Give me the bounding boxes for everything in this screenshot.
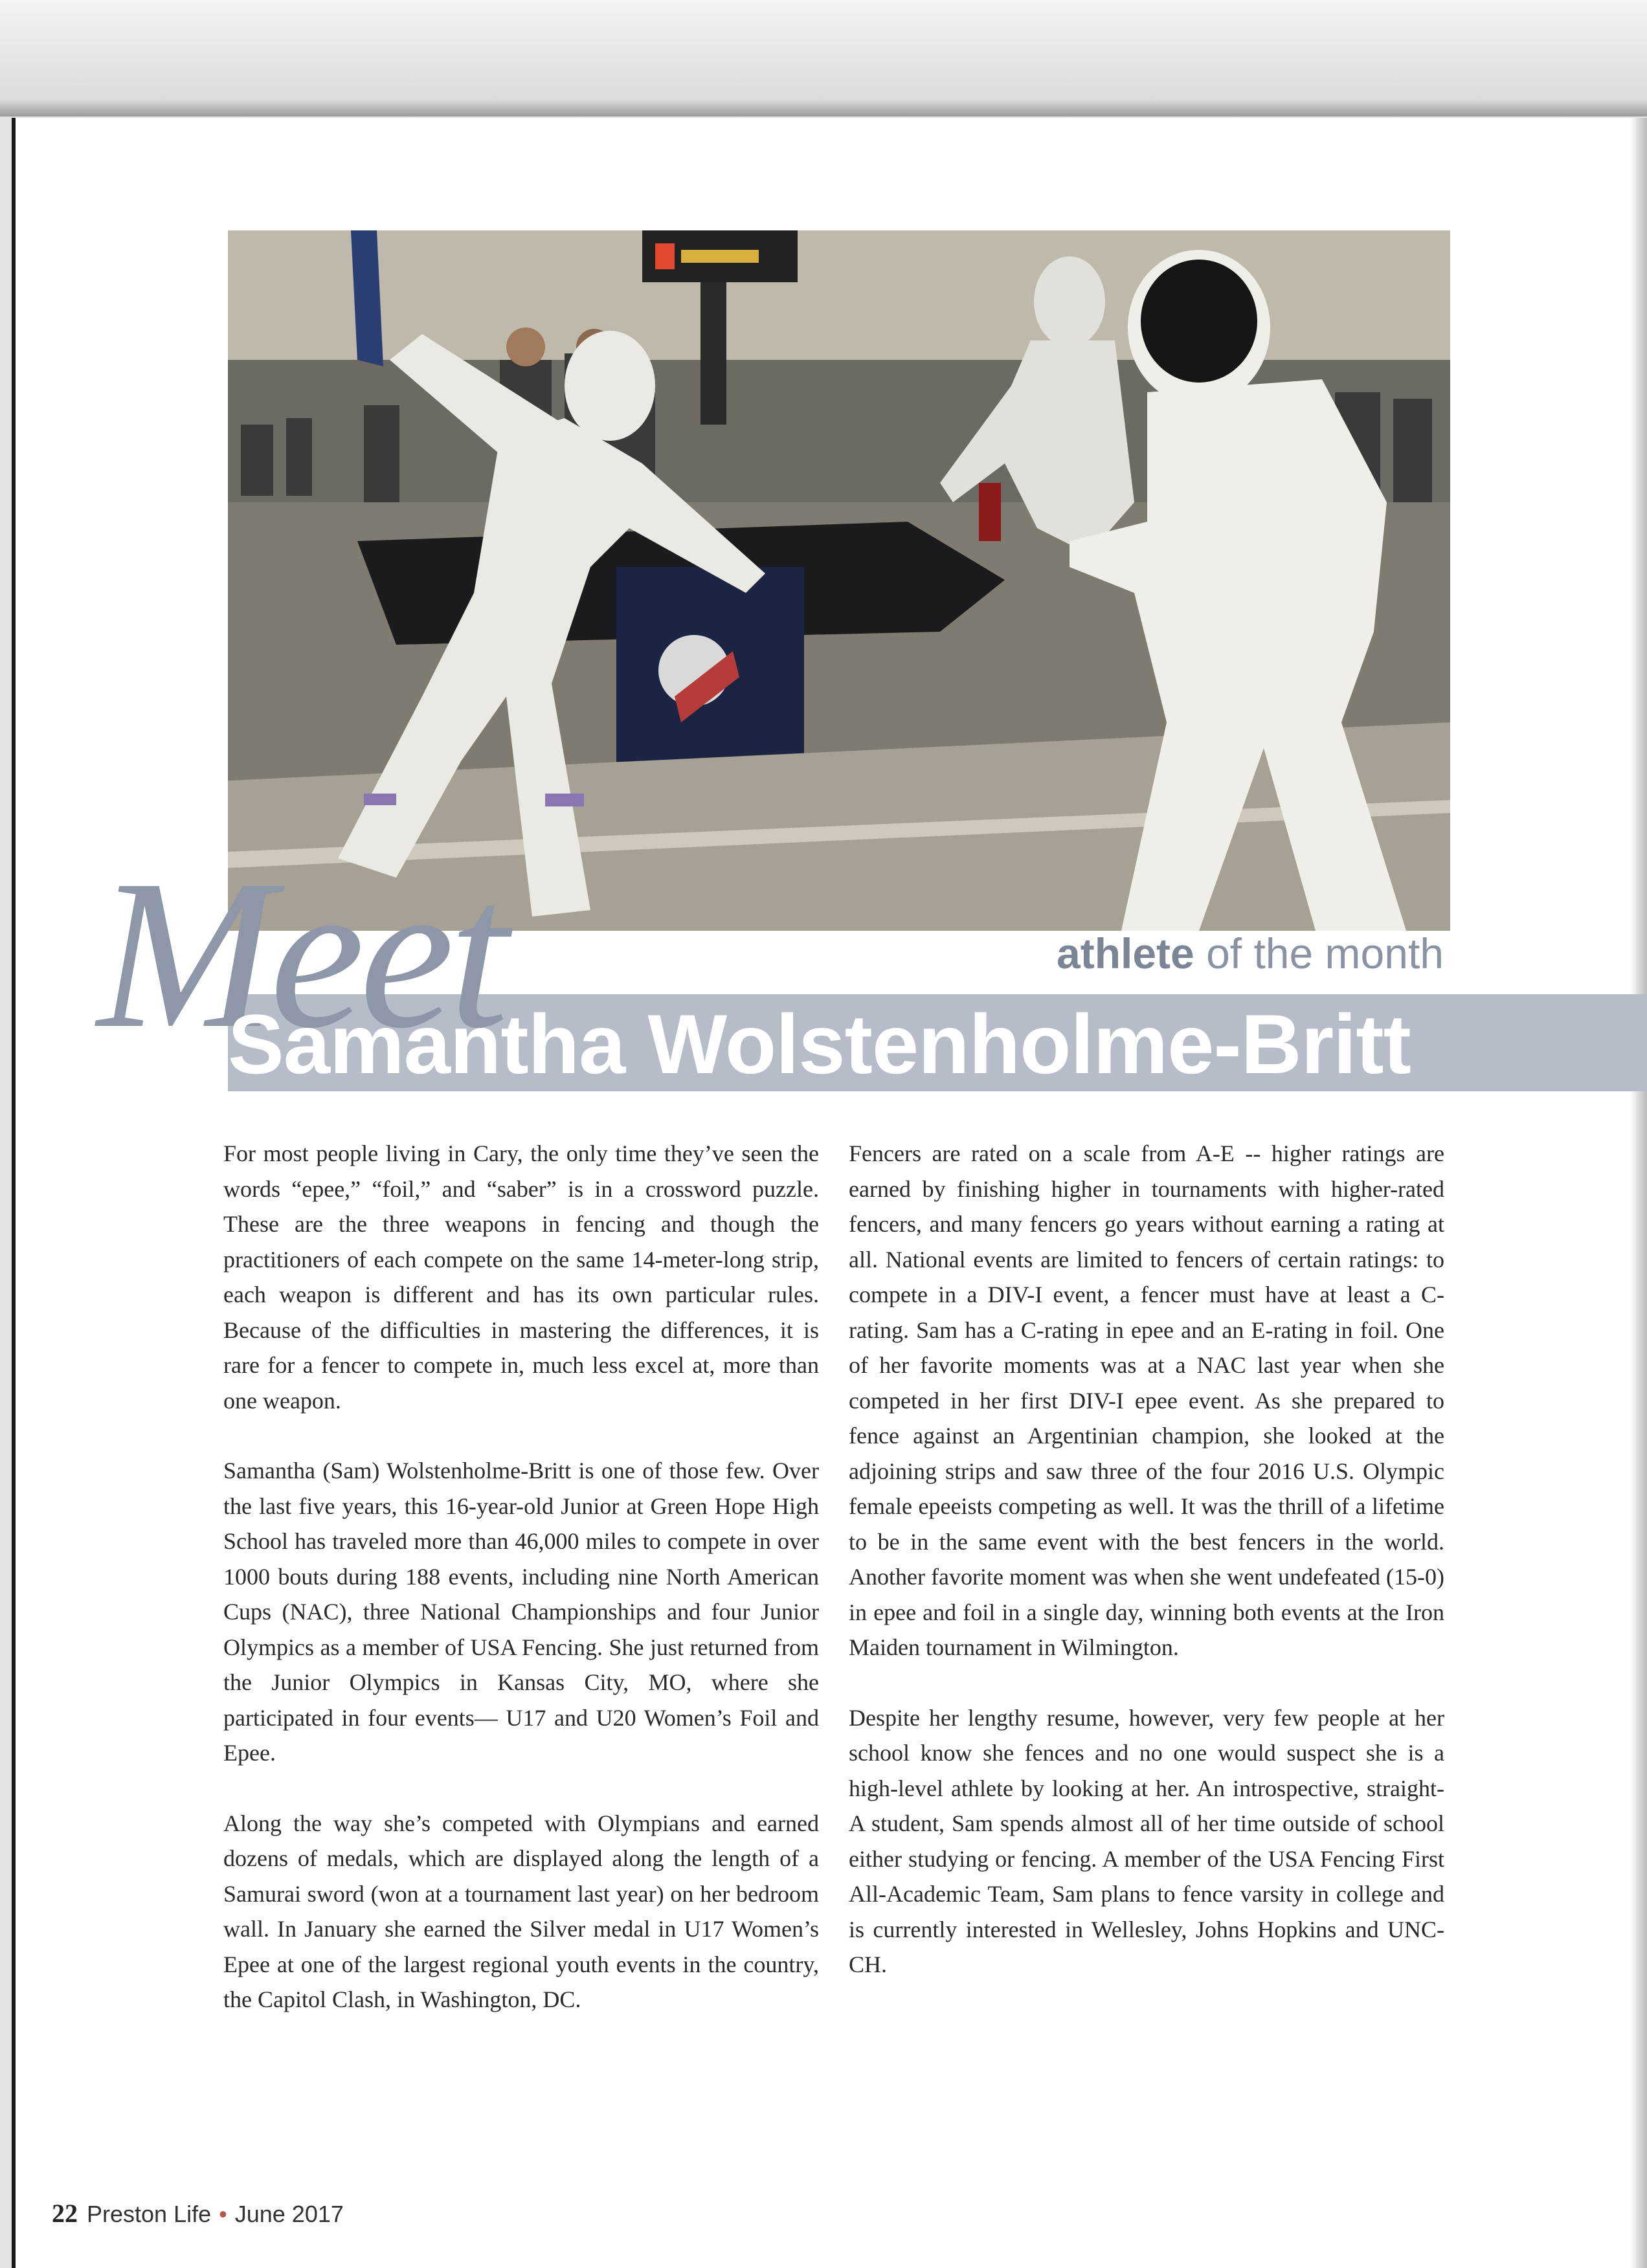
page-number: 22	[52, 2199, 78, 2228]
article-headline: Samantha Wolstenholme-Britt	[228, 997, 1411, 1091]
publication-name: Preston Life	[87, 2201, 212, 2227]
fencing-photo-illustration	[228, 230, 1450, 931]
page-binding-shadow	[1630, 118, 1647, 2268]
issue-date: June 2017	[234, 2201, 344, 2227]
footer-separator: •	[219, 2201, 227, 2227]
kicker-rest: of the month	[1194, 929, 1444, 977]
scan-top-edge	[0, 0, 1647, 117]
right-text-column	[849, 1136, 1444, 2018]
left-paragraph-2: Samantha (Sam) Wolstenholme-Britt is one of those few. Over the last five years, this 16-year-old Junior at Green Hope High School has traveled more than 46,000 miles to compete in over 1000 bouts during 188 events, including nine North American Cups (NAC), three National Championships and four Junior Olympics as a member of USA Fencing. She just returned from the Junior Olympics in Kansas City, MO, where she participated in four events— U17 and U20 Women’s Foil and Epee.	[223, 1458, 819, 1766]
section-kicker	[842, 929, 1444, 977]
right-paragraph-2: Despite her lengthy resume, however, very few people at her school know she fences and no one would suspect she is a high-level athlete by looking at her. An introspective, straight-A student, Sam spends almost all of her time outside of school either studying or fencing. A member of the USA Fencing First All-Academic Team, Sam plans to fence varsity in college and is currently interested in Wellesley, Johns Hopkins and UNC-CH.	[849, 1704, 1444, 1977]
kicker-bold: athlete	[1057, 929, 1194, 977]
page-footer	[52, 2198, 344, 2229]
meet-script-heading: Meet	[97, 836, 504, 1073]
right-paragraph-1: Fencers are rated on a scale from A-E -- higher ratings are earned by finishing higher in tournaments with higher-rated fencers, and many fencers go years without earning a rating at all. National events are limited to fencers of certain ratings: to compete in a DIV-I event, a fencer must have at least a C-rating. Sam has a C-rating in epee and an E-rating in foil. One of her favorite moments was at a NAC last year when she competed in her first DIV-I epee event. As she prepared to fence against an Argentinian champion, she looked at the adjoining strips and saw three of the four 2016 U.S. Olympic female epeeists competing as well. It was the thrill of a lifetime to be in the same event with the best fencers in the world. Another favorite moment was when she went undefeated (15-0) in epee and foil in a single day, winning both events at the Iron Maiden tournament in Wilmington.	[849, 1140, 1444, 1660]
left-paragraph-1: For most people living in Cary, the only time they’ve seen the words “epee,” “foil,” and “saber” is in a crossword puzzle. These are the three weapons in fencing and though the practitioners of each compete on the same 14-meter-long strip, each weapon is different and has its own particular rules. Because of the difficulties in mastering the differences, it is rare for a fencer to compete in, much less excel at, more than one weapon.	[223, 1140, 819, 1414]
fencing-photo	[228, 230, 1450, 931]
left-paragraph-3: Along the way she’s competed with Olympians and earned dozens of medals, which are displayed along the length of a Samurai sword (won at a tournament last year) on her bedroom wall. In January she earned the Silver medal in U17 Women’s Epee at one of the largest regional youth events in the country, the Capitol Clash, in Washington, DC.	[223, 1810, 819, 2012]
left-text-column	[223, 1136, 819, 2052]
